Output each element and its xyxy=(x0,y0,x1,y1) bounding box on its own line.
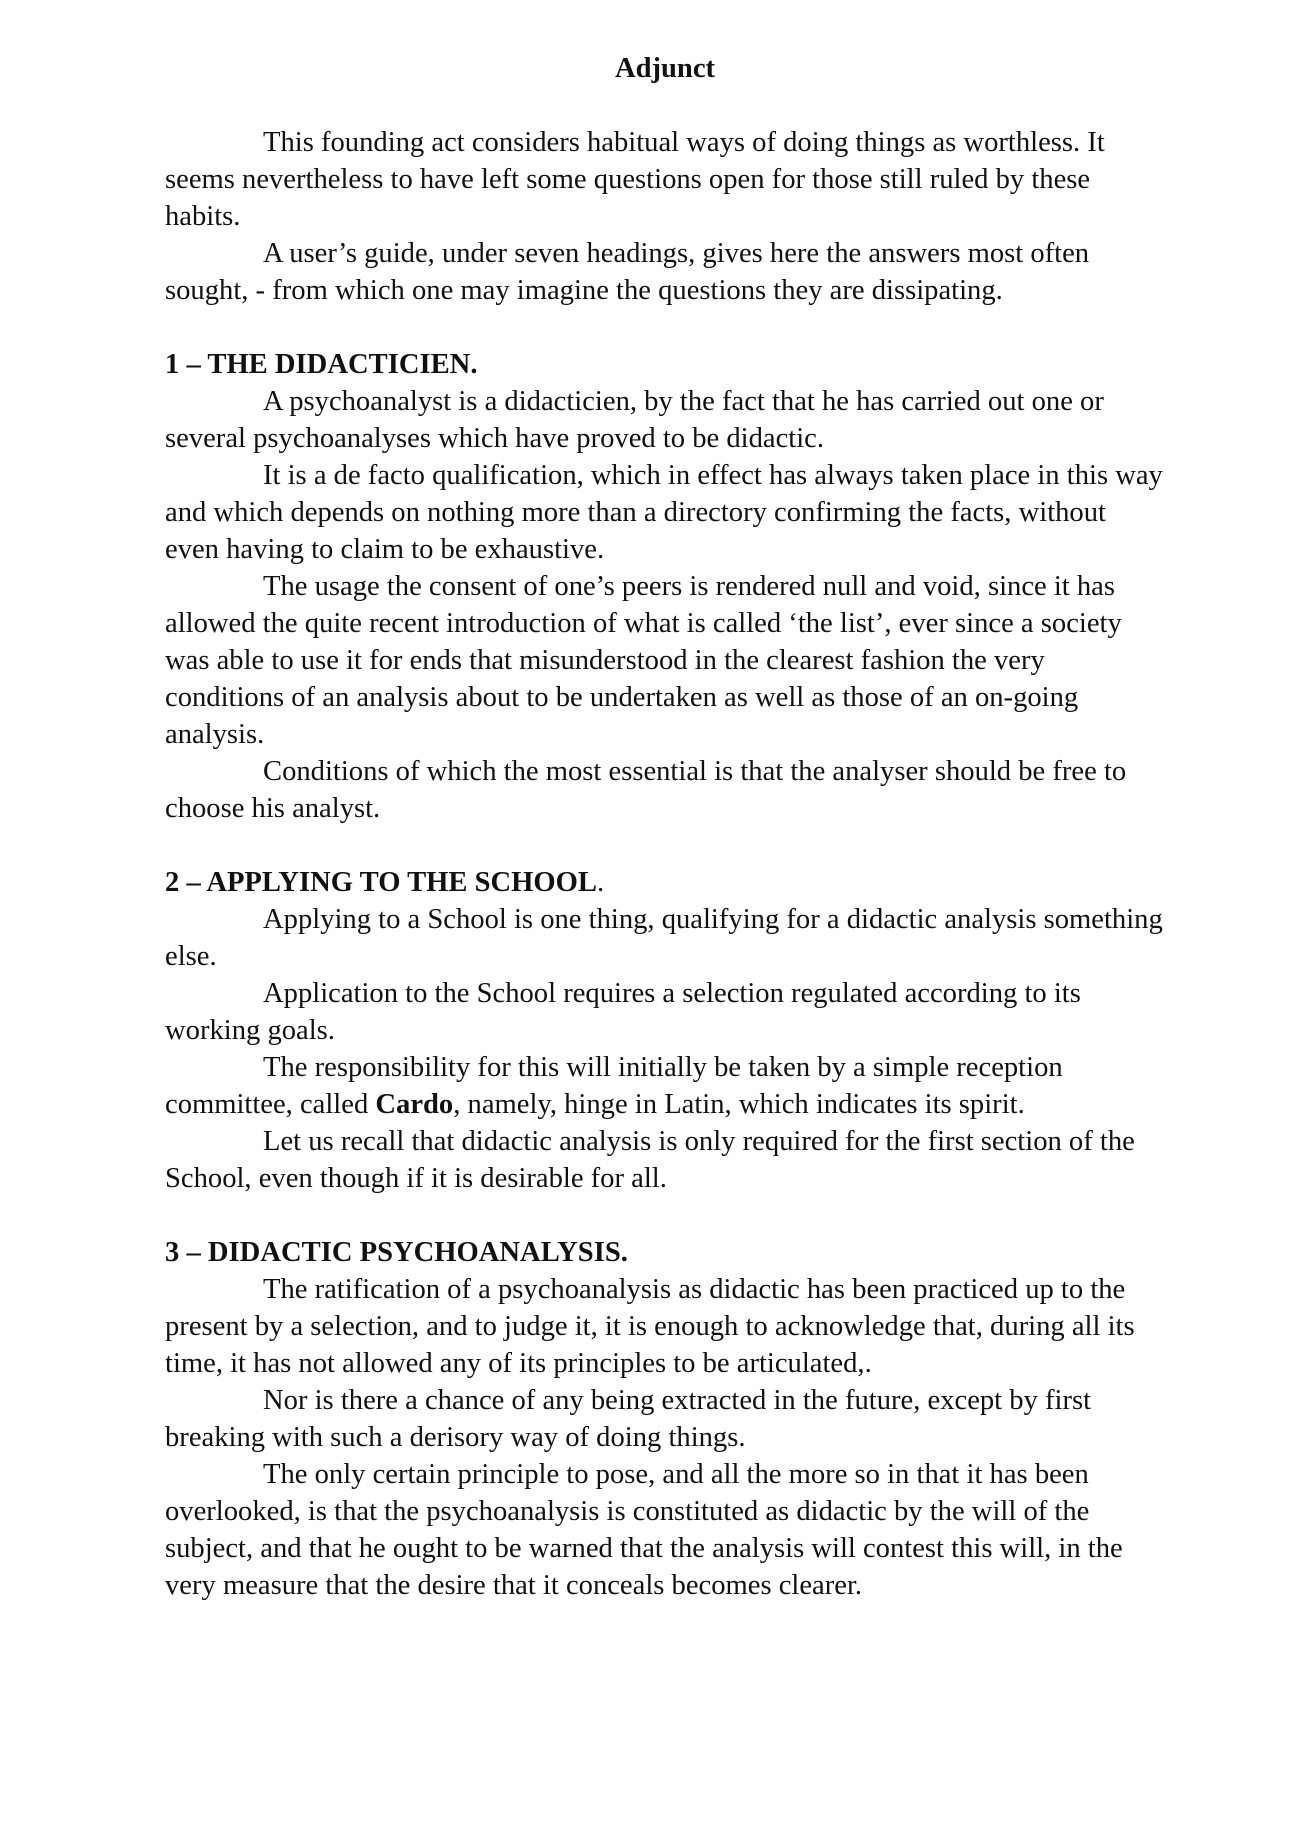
body-paragraph: Nor is there a chance of any being extracted in the future, except by first breaking with such a derisory way of doing things. xyxy=(165,1385,1092,1453)
body-paragraph: The usage the consent of one’s peers is rendered null and void, since it has allowed the quite recent introduction of what is called ‘the list’, ever since a society was able to use it for ends that misunderstood in the clearest fashion the very conditions of an analysis about to be undertaken as well as those of an on-going analysis. xyxy=(165,571,1122,750)
section-applying-to-school xyxy=(165,864,1165,1197)
section-didactic-psychoanalysis xyxy=(165,1234,1165,1604)
section-heading-text: 2 – APPLYING TO THE SCHOOL xyxy=(165,867,597,898)
body-paragraph: Applying to a School is one thing, qualifying for a didactic analysis something else. xyxy=(165,904,1163,972)
document-page xyxy=(165,50,1165,1604)
body-paragraph: It is a de facto qualification, which in effect has always taken place in this way and which depends on nothing more than a directory confirming the facts, without even having to claim to be exhaustive. xyxy=(165,460,1163,565)
body-paragraph: Let us recall that didactic analysis is only required for the first section of the School, even though if it is desirable for all. xyxy=(165,1126,1135,1194)
section-didacticien xyxy=(165,346,1165,827)
section-heading-trail: . xyxy=(596,867,605,898)
intro-paragraph: This founding act considers habitual ways of doing things as worthless. It seems nevertheless to have left some questions open for those still ruled by these habits. xyxy=(165,127,1105,232)
intro-section xyxy=(165,124,1165,309)
body-paragraph: The ratification of a psychoanalysis as didactic has been practiced up to the present by a selection, and to judge it, it is enough to acknowledge that, during all its time, it has not allowed any of its principles to be articulated,. xyxy=(165,1274,1135,1379)
body-paragraph: Application to the School requires a selection regulated according to its working goals. xyxy=(165,978,1081,1046)
body-paragraph: A psychoanalyst is a didacticien, by the fact that he has carried out one or several psychoanalyses which have proved to be didactic. xyxy=(165,386,1104,454)
body-paragraph: Conditions of which the most essential is that the analyser should be free to choose his analyst. xyxy=(165,756,1127,824)
section-heading xyxy=(165,864,1165,901)
section-heading: 3 – DIDACTIC PSYCHOANALYSIS. xyxy=(165,1237,628,1268)
cardo-text-before: The responsibility for this will initially be taken by a simple reception committee, called xyxy=(165,1052,1063,1120)
cardo-paragraph xyxy=(165,1049,1165,1123)
intro-paragraph: A user’s guide, under seven headings, gives here the answers most often sought, - from which one may imagine the questions they are dissipating. xyxy=(165,238,1090,306)
document-title: Adjunct xyxy=(614,53,716,84)
cardo-term: Cardo xyxy=(375,1089,454,1120)
cardo-text-after: , namely, hinge in Latin, which indicates its spirit. xyxy=(453,1089,1025,1120)
section-heading: 1 – THE DIDACTICIEN. xyxy=(165,349,478,380)
body-paragraph: The only certain principle to pose, and all the more so in that it has been overlooked, is that the psychoanalysis is constituted as didactic by the will of the subject, and that he ought to be warned that the analysis will contest this will, in the very measure that the desire that it conceals becomes clearer. xyxy=(165,1459,1123,1601)
